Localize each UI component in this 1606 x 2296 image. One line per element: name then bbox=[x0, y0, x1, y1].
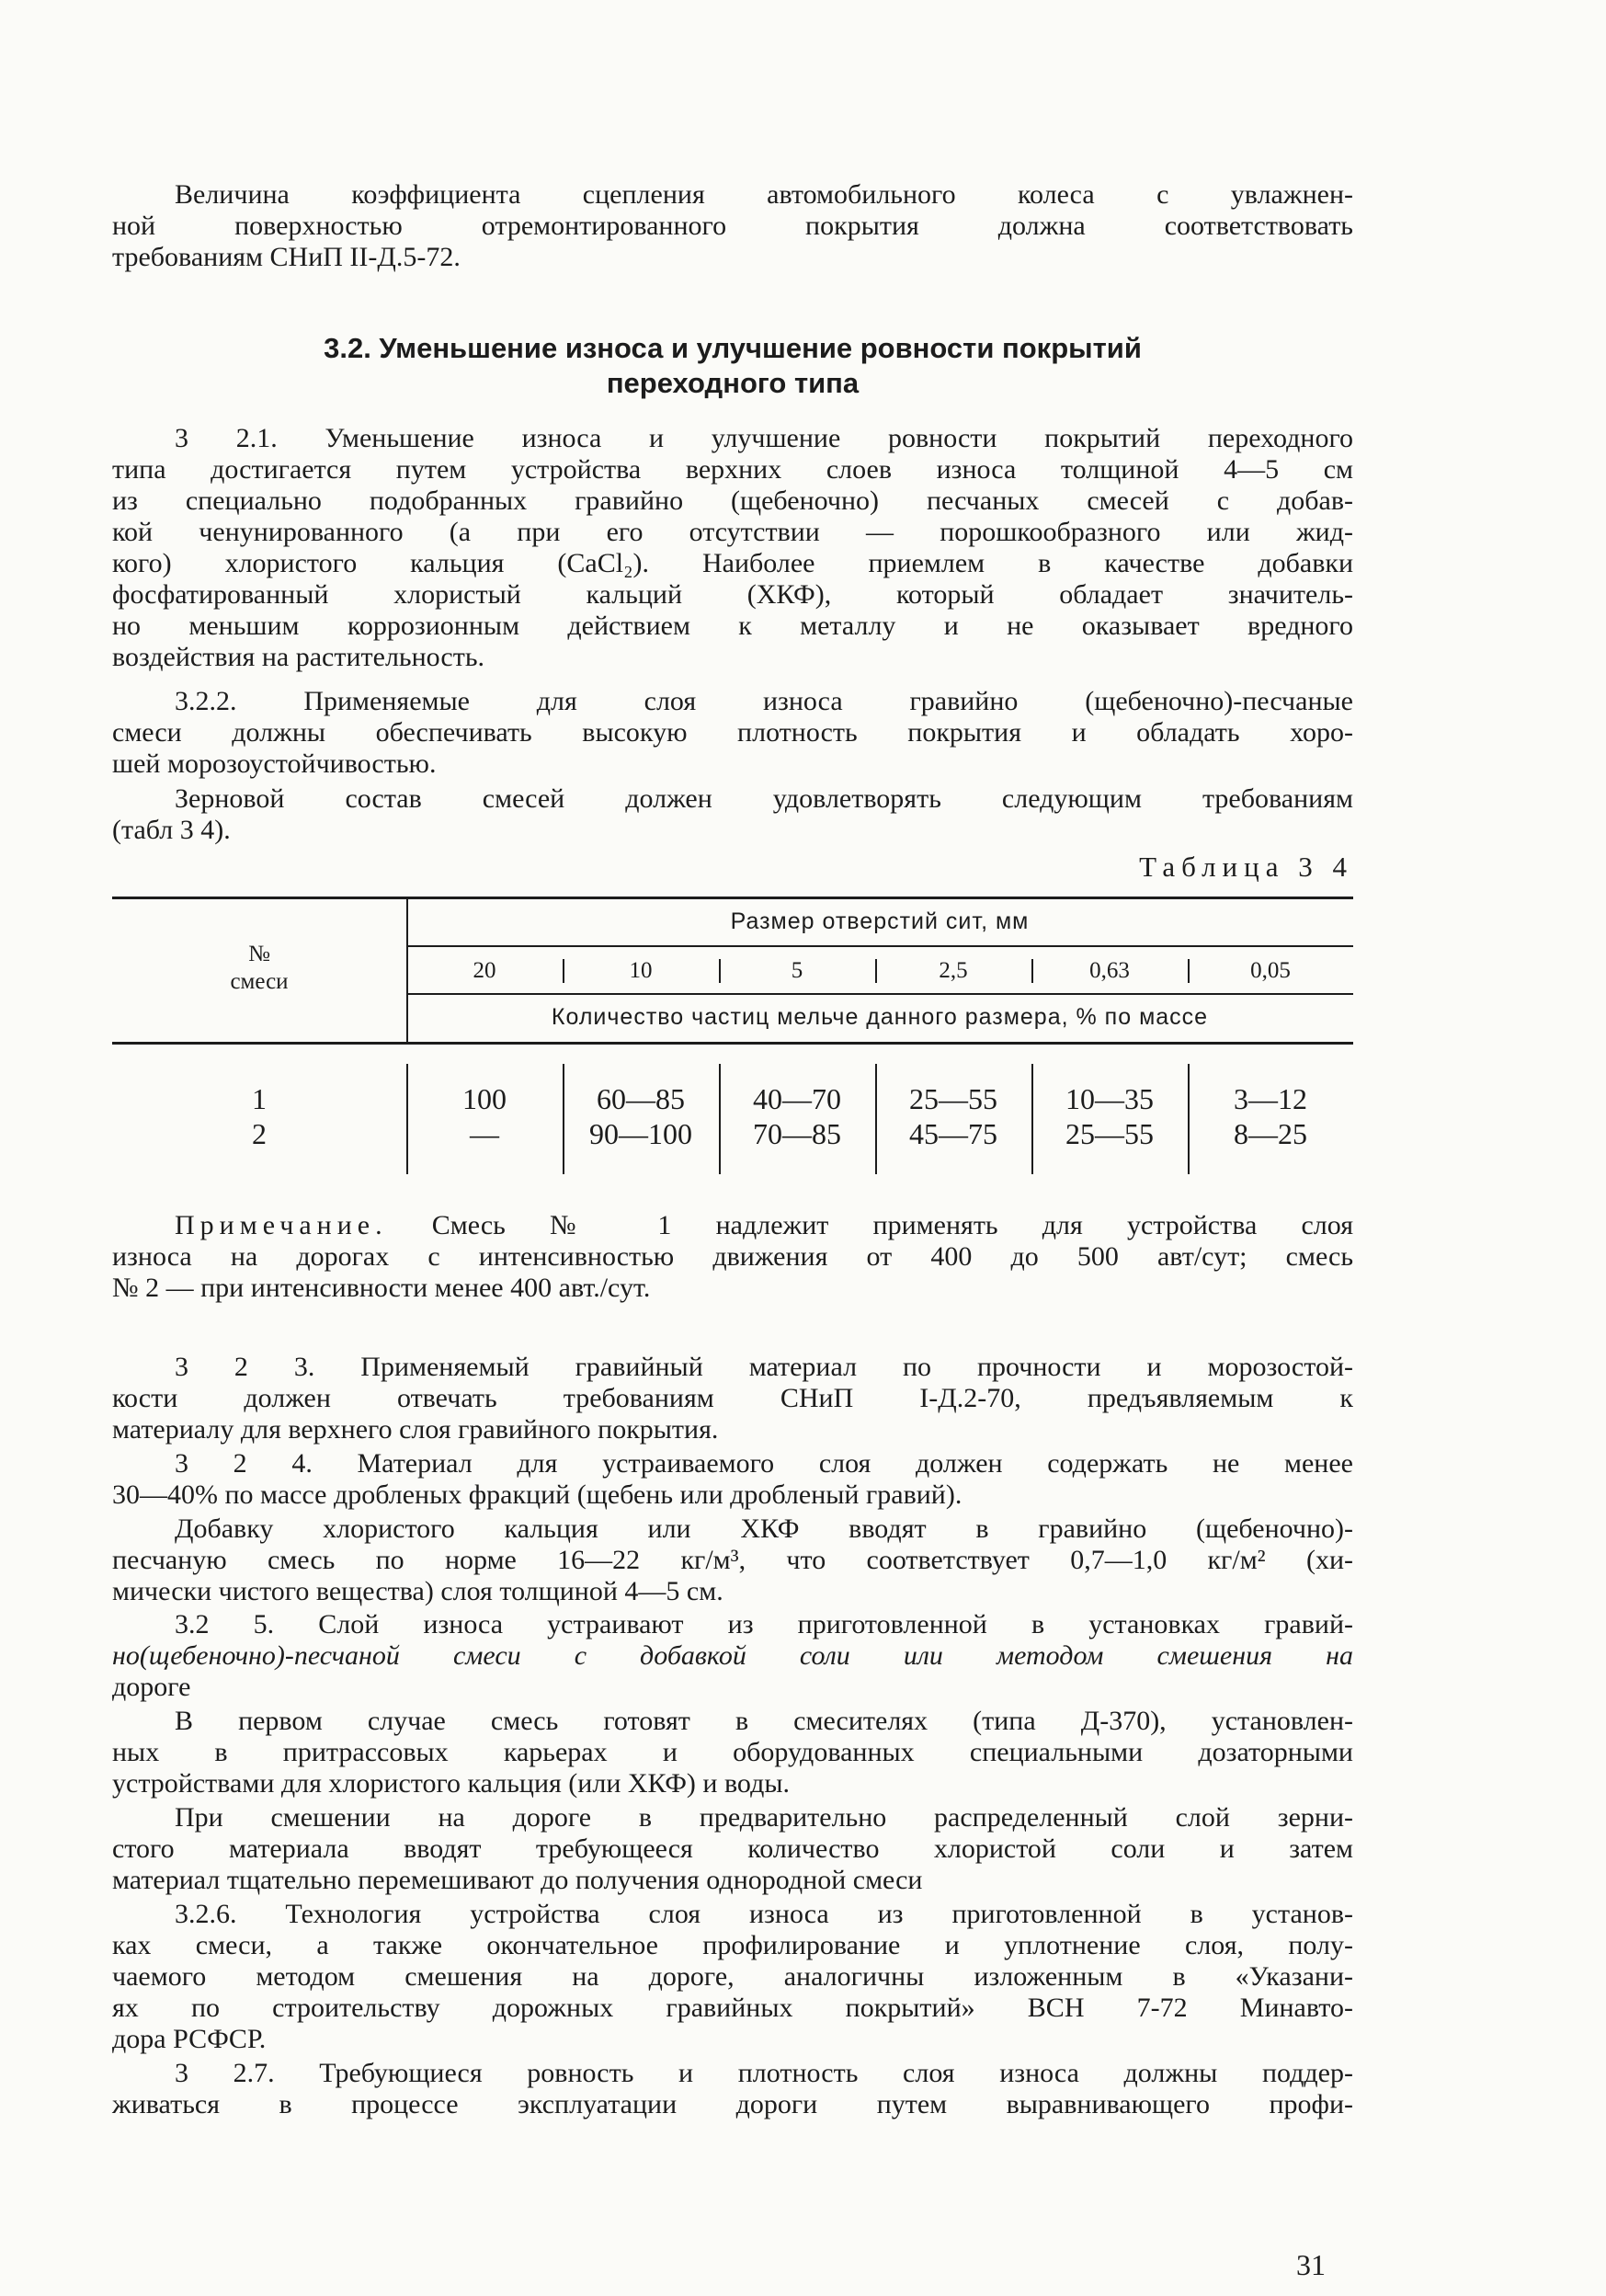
paragraph-road-mixing bbox=[112, 1802, 1353, 1896]
paragraph-grain-composition bbox=[112, 783, 1353, 846]
paragraph-first-case bbox=[112, 1706, 1353, 1799]
text-line bbox=[112, 1210, 1353, 1241]
text-line: кости должен отвечать требованиям СНиП I-Д.2-70, предъявляемым к bbox=[112, 1383, 1353, 1413]
text-line: 3 2.1. Уменьшение износа и улучшение ровности покрытий переходного bbox=[175, 423, 1353, 453]
table-header-size: 20 bbox=[473, 958, 496, 983]
table-header-size: 2,5 bbox=[939, 958, 968, 983]
text-line: песчаную смесь по норме 16—22 кг/м³, что соответствует 0,7—1,0 кг/м² (хи- bbox=[112, 1545, 1353, 1575]
text-line: (табл 3 4). bbox=[112, 815, 231, 845]
paragraph-3-2-5 bbox=[112, 1609, 1353, 1703]
text-line: 3.2 5. Слой износа устраивают из приготовленной в установках гравий- bbox=[175, 1609, 1353, 1639]
paragraph-3-2-4 bbox=[112, 1448, 1353, 1511]
note-label: Примечание. bbox=[175, 1210, 388, 1240]
text-line: смеси должны обеспечивать высокую плотность покрытия и обладать хоро- bbox=[112, 717, 1353, 748]
table-row-number: 1 bbox=[252, 1082, 267, 1115]
text-line: кой ченунированного (а при его отсутствии — порошкообразного или жид- bbox=[112, 517, 1353, 547]
text-line: ной поверхностью отремонтированного покрытия должна соответствовать bbox=[112, 211, 1353, 241]
text-line: ках смеси, а также окончательное профилирование и уплотнение слоя, полу- bbox=[112, 1930, 1353, 1960]
section-heading-line: 3.2. Уменьшение износа и улучшение ровности покрытий bbox=[324, 332, 1142, 364]
text-line: материал тщательно перемешивают до получения однородной смеси bbox=[112, 1865, 923, 1895]
text-line: материалу для верхнего слоя гравийного покрытия. bbox=[112, 1414, 719, 1445]
table-header-sieve-size: Размер отверстий сит, мм bbox=[730, 908, 1030, 934]
text-line: требованиям СНиП II-Д.5-72. bbox=[112, 242, 461, 272]
paragraph-3-2-3 bbox=[112, 1352, 1353, 1445]
intro-paragraph bbox=[112, 179, 1353, 273]
text-line: износа на дорогах с интенсивностью движения от 400 до 500 авт/сут; смесь bbox=[112, 1241, 1353, 1272]
table-cell: — bbox=[470, 1117, 499, 1150]
text-line: воздействия на растительность. bbox=[112, 642, 484, 672]
page-number: 31 bbox=[1296, 2248, 1326, 2281]
table-cell: 40—70 bbox=[753, 1082, 841, 1115]
header-text: № смеси bbox=[230, 942, 289, 994]
table-cell: 60—85 bbox=[597, 1082, 685, 1115]
grain-table bbox=[112, 897, 1353, 1200]
table-rule bbox=[406, 993, 1353, 995]
text-line: 3 2 3. Применяемый гравийный материал по прочности и морозостой- bbox=[175, 1352, 1353, 1382]
table-cell: 3—12 bbox=[1234, 1082, 1307, 1115]
paragraph-3-2-1 bbox=[112, 423, 1353, 673]
table-title: Таблица 3 4 bbox=[1139, 851, 1353, 883]
text-line: мически чистого вещества) слоя толщиной 4—5 см. bbox=[112, 1576, 723, 1606]
text-line: стого материала вводят требующееся количество хлористой соли и затем bbox=[112, 1833, 1353, 1864]
note-text: Смесь № 1 надлежит применять для устройства слоя bbox=[387, 1210, 1353, 1240]
table-cell: 70—85 bbox=[753, 1117, 841, 1150]
table-cell: 25—55 bbox=[909, 1082, 997, 1115]
text-line: но меньшим коррозионным действием к металлу и не оказывает вредного bbox=[112, 611, 1353, 641]
text-line: дора РСФСР. bbox=[112, 2024, 267, 2054]
text-line: № 2 — при интенсивности менее 400 авт./сут. bbox=[112, 1273, 651, 1303]
table-subheader: Количество частиц мельче данного размера, % по массе bbox=[551, 1004, 1209, 1030]
text-line: 3 2 4. Материал для устраиваемого слоя должен содержать не менее bbox=[175, 1448, 1353, 1479]
text-line: устройствами для хлористого кальция (или ХКФ) и воды. bbox=[112, 1768, 790, 1799]
text-line: из специально подобранных гравийно (щебеночно) песчаных смесей с добав- bbox=[112, 485, 1353, 516]
table-header-rule bbox=[112, 1042, 1353, 1045]
table-header-mix-number bbox=[112, 941, 406, 996]
table-header-size: 0,63 bbox=[1089, 958, 1130, 983]
section-heading bbox=[112, 331, 1353, 401]
table-cell: 25—55 bbox=[1065, 1117, 1154, 1150]
text-line: ях по строительству дорожных гравийных покрытий» ВСН 7-72 Минавто- bbox=[112, 1993, 1353, 2023]
table-rule bbox=[406, 945, 1353, 947]
text-line: но(щебеночно)-песчаной смеси с добавкой соли или методом смешения на bbox=[112, 1640, 1353, 1671]
text-line: шей морозоустойчивостью. bbox=[112, 748, 437, 779]
table-header-size: 0,05 bbox=[1250, 958, 1291, 983]
table-cell: 90—100 bbox=[589, 1117, 692, 1150]
text-line: 3 2.7. Требующиеся ровность и плотность слоя износа должны поддер- bbox=[175, 2058, 1353, 2088]
text-line: 3.2.2. Применяемые для слоя износа гравийно (щебеночно)-песчаные bbox=[175, 686, 1353, 716]
table-cell: 100 bbox=[462, 1082, 507, 1115]
section-heading-line: переходного типа bbox=[606, 367, 860, 399]
text-line: Добавку хлористого кальция или ХКФ вводят в гравийно (щебеночно)- bbox=[175, 1514, 1353, 1544]
text-line: типа достигается путем устройства верхних слоев износа толщиной 4—5 см bbox=[112, 454, 1353, 485]
text-line: фосфатированный хлористый кальций (ХКФ), который обладает значитель- bbox=[112, 579, 1353, 610]
text-line: Зерновой состав смесей должен удовлетворять следующим требованиям bbox=[175, 783, 1353, 814]
paragraph-3-2-6 bbox=[112, 1899, 1353, 2055]
paragraph-3-2-2 bbox=[112, 686, 1353, 780]
text-line: живаться в процессе эксплуатации дороги путем выравнивающего профи- bbox=[112, 2089, 1353, 2119]
text-line: В первом случае смесь готовят в смесителях (типа Д-370), установлен- bbox=[175, 1706, 1353, 1736]
text-line: 3.2.6. Технология устройства слоя износа из приготовленной в установ- bbox=[175, 1899, 1353, 1929]
table-header-size: 10 bbox=[629, 958, 653, 983]
text-line: чаемого методом смешения на дороге, аналогичны изложенным в «Указани- bbox=[112, 1961, 1353, 1992]
table-row-number: 2 bbox=[252, 1117, 267, 1150]
paragraph-3-2-7 bbox=[112, 2058, 1353, 2120]
text-line: кого) хлористого кальция (CaCl₂). Наиболее приемлем в качестве добавки bbox=[112, 548, 1353, 578]
table-top-rule bbox=[112, 897, 1353, 899]
text-line: Величина коэффициента сцепления автомобильного колеса с увлажнен- bbox=[175, 179, 1353, 210]
text-line: 30—40% по массе дробленых фракций (щебень или дробленый гравий). bbox=[112, 1479, 962, 1510]
table-header-size: 5 bbox=[791, 958, 803, 983]
table-cell: 8—25 bbox=[1234, 1117, 1307, 1150]
table-cell: 10—35 bbox=[1065, 1082, 1154, 1115]
table-cell: 45—75 bbox=[909, 1117, 997, 1150]
paragraph-additive bbox=[112, 1514, 1353, 1607]
table-note bbox=[112, 1210, 1353, 1304]
text-line: При смешении на дороге в предварительно распределенный слой зерни- bbox=[175, 1802, 1353, 1833]
text-line: ных в притрассовых карьерах и оборудованных специальными дозаторными bbox=[112, 1737, 1353, 1767]
text-line: дороге bbox=[112, 1672, 191, 1702]
